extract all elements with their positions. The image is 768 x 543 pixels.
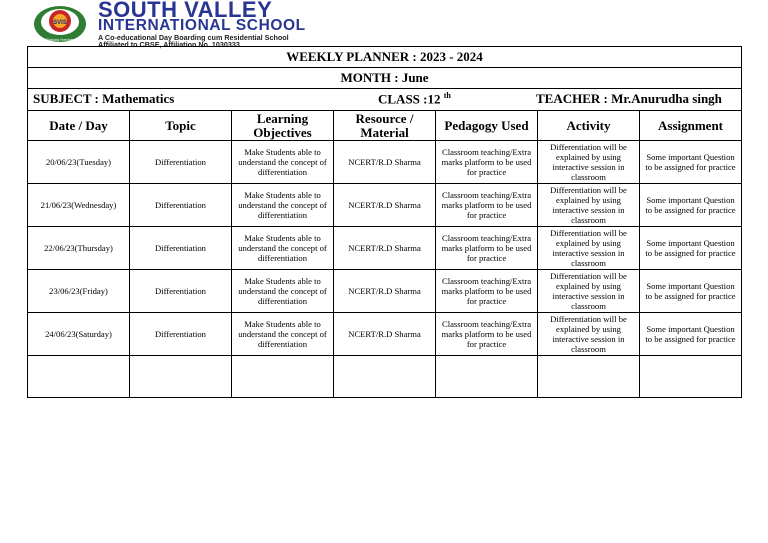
school-subname: INTERNATIONAL SCHOOL [98, 17, 306, 34]
column-header: Resource / Material [334, 111, 436, 141]
activity-cell: Differentiation will be explained by using interactive session in classroom [538, 227, 640, 270]
empty-cell [334, 356, 436, 398]
pedagogy-cell: Classroom teaching/Extra marks platform to be used for practice [436, 270, 538, 313]
date-cell: 20/06/23(Tuesday) [28, 141, 130, 184]
planner-month: MONTH : June [28, 68, 742, 89]
date-cell: 22/06/23(Thursday) [28, 227, 130, 270]
assignment-cell: Some important Question to be assigned for practice [640, 270, 742, 313]
activity-cell: Differentiation will be explained by using interactive session in classroom [538, 313, 640, 356]
topic-cell: Differentiation [130, 313, 232, 356]
topic-cell: Differentiation [130, 270, 232, 313]
planner-info [28, 89, 742, 111]
pedagogy-cell: Classroom teaching/Extra marks platform to be used for practice [436, 184, 538, 227]
logo-text: SVIS [53, 20, 67, 26]
assignment-cell: Some important Question to be assigned for practice [640, 313, 742, 356]
table-row [28, 270, 742, 313]
objectives-cell: Make Students able to understand the concept of differentiation [232, 270, 334, 313]
table-row [28, 141, 742, 184]
column-header-row [28, 111, 742, 141]
topic-cell: Differentiation [130, 184, 232, 227]
logo-motto: Raising Heights [45, 37, 75, 42]
subject-label: SUBJECT : Mathematics [33, 91, 175, 106]
weekly-planner-table [27, 46, 742, 398]
objectives-cell: Make Students able to understand the concept of differentiation [232, 227, 334, 270]
pedagogy-cell: Classroom teaching/Extra marks platform to be used for practice [436, 141, 538, 184]
resource-cell: NCERT/R.D Sharma [334, 270, 436, 313]
planner-title: WEEKLY PLANNER : 2023 - 2024 [28, 47, 742, 68]
empty-cell [640, 356, 742, 398]
empty-cell [130, 356, 232, 398]
table-row [28, 184, 742, 227]
date-cell: 23/06/23(Friday) [28, 270, 130, 313]
column-header: Date / Day [28, 111, 130, 141]
date-cell: 21/06/23(Wednesday) [28, 184, 130, 227]
activity-cell: Differentiation will be explained by using interactive session in classroom [538, 141, 640, 184]
empty-cell [538, 356, 640, 398]
assignment-cell: Some important Question to be assigned for practice [640, 227, 742, 270]
objectives-cell: Make Students able to understand the concept of differentiation [232, 184, 334, 227]
empty-cell [28, 356, 130, 398]
empty-cell [436, 356, 538, 398]
table-row [28, 313, 742, 356]
topic-cell: Differentiation [130, 141, 232, 184]
resource-cell: NCERT/R.D Sharma [334, 184, 436, 227]
column-header: Topic [130, 111, 232, 141]
column-header: Activity [538, 111, 640, 141]
column-header: Assignment [640, 111, 742, 141]
school-name: SOUTH VALLEY [98, 0, 273, 22]
table-row [28, 227, 742, 270]
empty-cell [232, 356, 334, 398]
pedagogy-cell: Classroom teaching/Extra marks platform to be used for practice [436, 227, 538, 270]
pedagogy-cell: Classroom teaching/Extra marks platform to be used for practice [436, 313, 538, 356]
topic-cell: Differentiation [130, 227, 232, 270]
school-affiliation: Affiliated to CBSE, Affiliation No. 1030333 [98, 40, 240, 49]
resource-cell: NCERT/R.D Sharma [334, 227, 436, 270]
school-logo-icon [30, 4, 90, 44]
school-header [30, 0, 430, 49]
class-label: CLASS :12 $^{th}$ [378, 91, 451, 107]
teacher-label: TEACHER : Mr.Anurudha singh [536, 91, 722, 106]
activity-cell: Differentiation will be explained by using interactive session in classroom [538, 184, 640, 227]
empty-row [28, 356, 742, 398]
column-header: Pedagogy Used [436, 111, 538, 141]
resource-cell: NCERT/R.D Sharma [334, 141, 436, 184]
date-cell: 24/06/23(Saturday) [28, 313, 130, 356]
objectives-cell: Make Students able to understand the concept of differentiation [232, 313, 334, 356]
resource-cell: NCERT/R.D Sharma [334, 313, 436, 356]
column-header: Learning Objectives [232, 111, 334, 141]
assignment-cell: Some important Question to be assigned for practice [640, 184, 742, 227]
activity-cell: Differentiation will be explained by using interactive session in classroom [538, 270, 640, 313]
school-description: A Co-educational Day Boarding cum Residential School [98, 33, 289, 42]
objectives-cell: Make Students able to understand the concept of differentiation [232, 141, 334, 184]
assignment-cell: Some important Question to be assigned for practice [640, 141, 742, 184]
